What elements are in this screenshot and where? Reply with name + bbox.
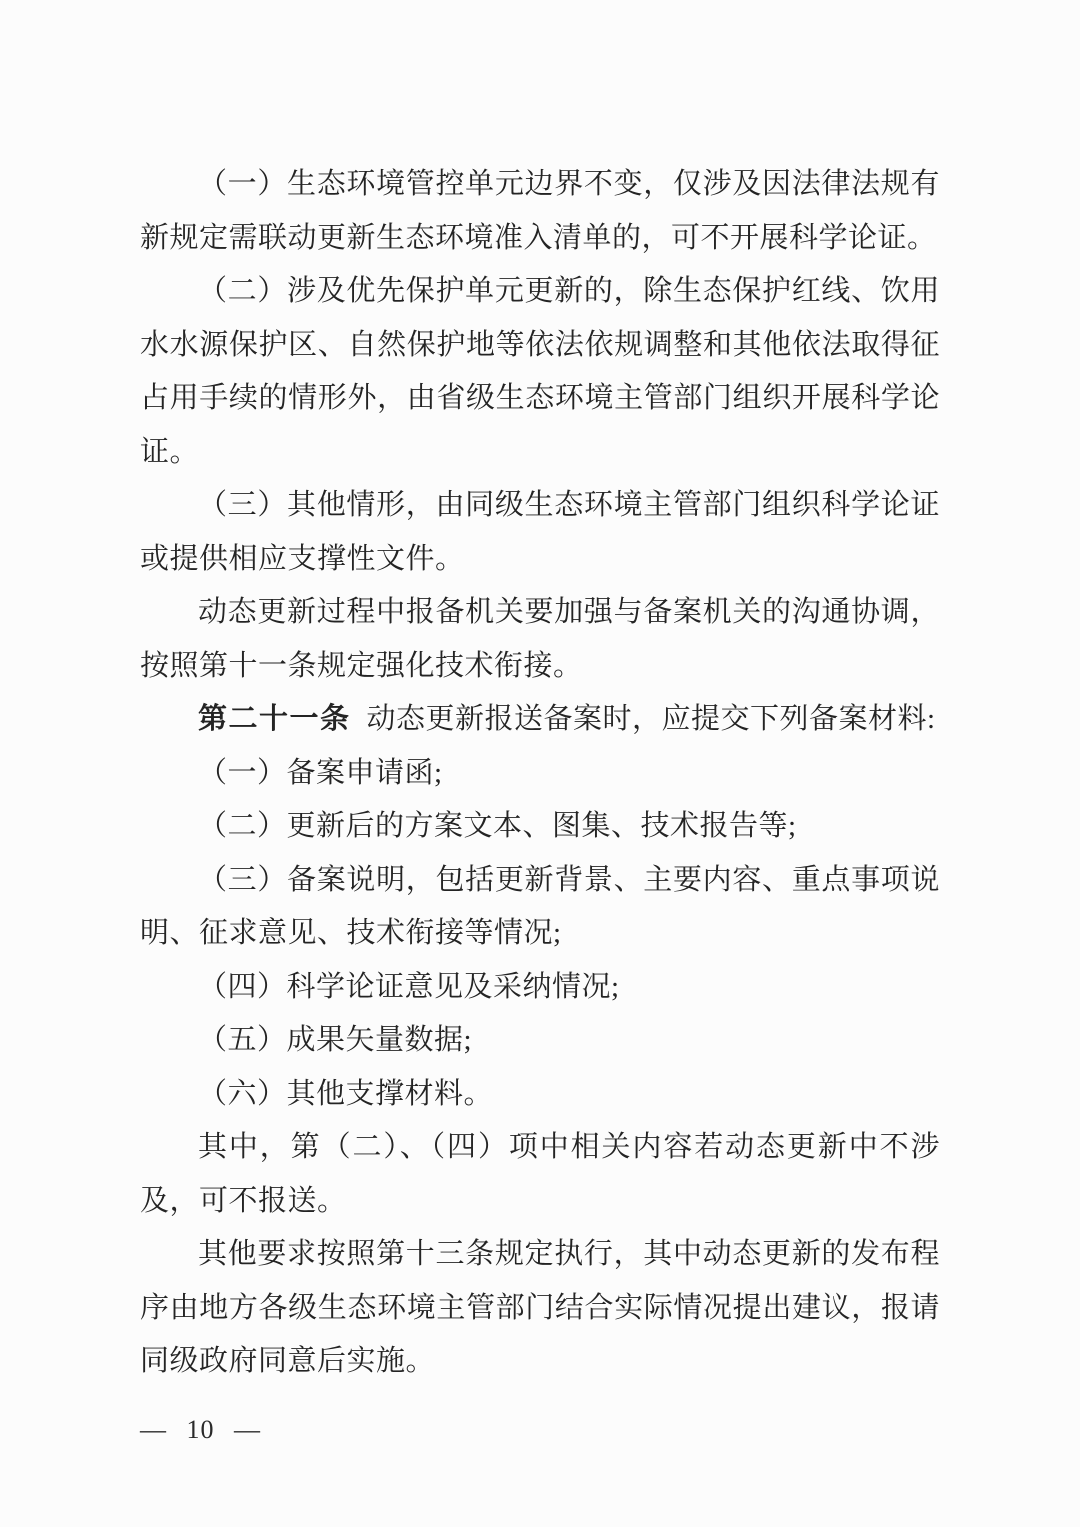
material-item-5: （五）成果矢量数据;: [198, 1024, 473, 1056]
material-item-4: （四）科学论证意见及采纳情况;: [198, 970, 620, 1003]
paragraph-article-21: [140, 693, 940, 747]
paragraph-exemption: 其中，第（二）、（四）项中相关内容若动态更新中不涉及，可不报送。: [140, 1131, 940, 1217]
article-text: 动态更新报送备案时，应提交下列备案材料:: [366, 703, 936, 735]
clause-item-1: （一）生态环境管控单元边界不变，仅涉及因法律法规有新规定需联动更新生态环境准入清单的，可不开展科学论证。: [140, 168, 940, 254]
material-item-1: （一）备案申请函;: [198, 756, 443, 789]
clause-item-3: （三）其他情形，由同级生态环境主管部门组织科学论证或提供相应支撑性文件。: [140, 489, 940, 575]
article-number: 第二十一条: [198, 703, 351, 735]
clause-item-2: （二）涉及优先保护单元更新的，除生态保护红线、饮用水水源保护区、自然保护地等依法依规调整和其他依法取得征占用手续的情形外，由省级生态环境主管部门组织开展科学论证。: [140, 275, 940, 468]
paragraph-other-requirements: 其他要求按照第十三条规定执行，其中动态更新的发布程序由地方各级生态环境主管部门结合实际情况提出建议，报请同级政府同意后实施。: [140, 1238, 940, 1377]
document-body: [140, 158, 940, 1389]
material-item-3: （三）备案说明，包括更新背景、主要内容、重点事项说明、征求意见、技术衔接等情况;: [140, 863, 940, 949]
paragraph-coordination: 动态更新过程中报备机关要加强与备案机关的沟通协调，按照第十一条规定强化技术衔接。: [140, 596, 940, 682]
material-item-6: （六）其他支撑材料。: [198, 1077, 494, 1110]
page-number: — 10 —: [140, 1414, 261, 1444]
material-item-2: （二）更新后的方案文本、图集、技术报告等;: [198, 810, 797, 842]
page-footer: [140, 1415, 940, 1445]
